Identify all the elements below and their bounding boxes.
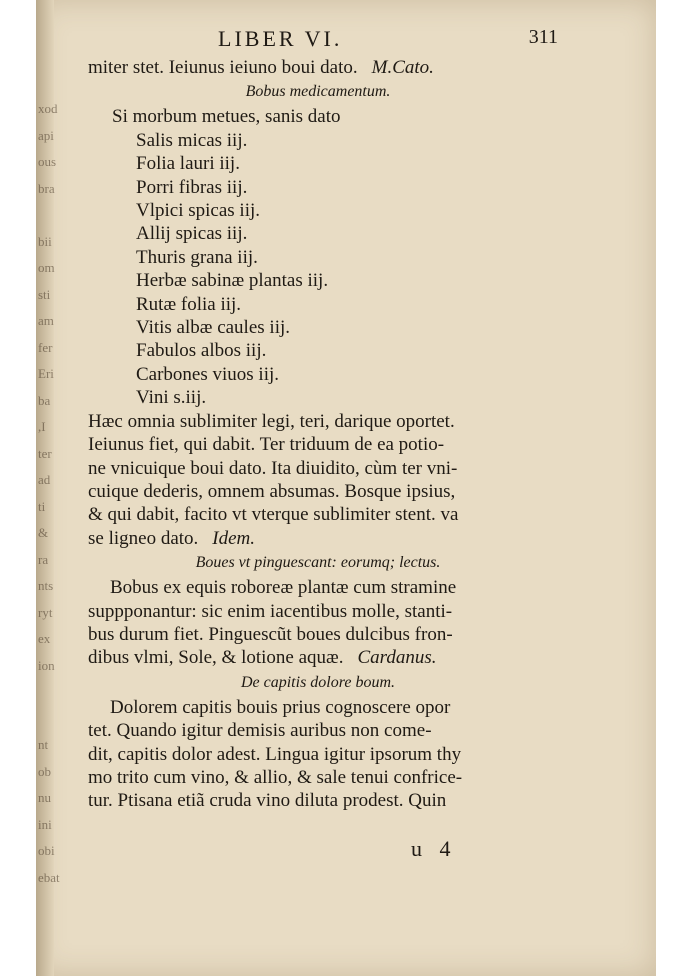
margin-fragment: ad — [38, 472, 51, 487]
line-text: Ieiunus fiet, qui dabit. Ter triduum de ea potio- — [88, 434, 445, 456]
margin-fragment: ba — [38, 392, 51, 408]
section-heading: Bobus medicamentum. — [245, 83, 391, 101]
line-text: bus durum fiet. Pinguescũt boues dulcibus fron- — [88, 623, 453, 645]
line-text: Vitis albæ caules iij. — [136, 317, 291, 339]
source-attribution: M.Cato. — [371, 57, 434, 78]
margin-fragment: ion — [38, 657, 55, 673]
margin-fragment — [38, 679, 54, 706]
book-page — [36, 0, 656, 976]
text-line — [88, 743, 548, 766]
margin-fragment: xod — [38, 101, 58, 116]
margin-fragment: api — [38, 127, 54, 143]
line-text: Porri fibras iij. — [136, 176, 248, 198]
facing-page-fragments — [38, 96, 60, 891]
ingredient-line — [88, 222, 548, 245]
line-text: Vini s.iij. — [136, 387, 207, 409]
text-line — [88, 410, 548, 433]
margin-fragment: ous — [38, 154, 57, 169]
line-text: mo trito cum vino, & allio, & sale tenui confricе- — [88, 766, 463, 788]
margin-fragment: ,I — [38, 419, 46, 434]
text-line — [88, 480, 548, 503]
line-text: Hæc omnia sublimiter legi, teri, darique oportet. — [88, 410, 455, 432]
margin-fragment: fer — [38, 339, 53, 355]
line-text: miter stet. Ieiunus ieiuno boui dato. — [88, 57, 358, 78]
margin-fragment: om — [38, 260, 55, 275]
margin-fragment: bii — [38, 233, 52, 249]
ingredient-line — [88, 316, 548, 339]
running-header — [88, 22, 558, 56]
margin-fragment: sti — [38, 286, 51, 302]
source-attribution: Cardanus. — [357, 647, 437, 669]
ingredient-line — [88, 269, 548, 292]
line-text: Rutæ folia iij. — [136, 293, 242, 315]
text-line — [88, 646, 548, 669]
line-text: Dolorem capitis bouis prius cognoscere opor — [110, 696, 451, 718]
text-line — [88, 503, 548, 526]
margin-fragment: ter — [38, 445, 52, 461]
line-text: Thuris grana iij. — [136, 246, 258, 268]
margin-fragment: ti — [38, 498, 46, 514]
text-body — [88, 56, 548, 813]
running-title: LIBER VI. — [218, 26, 343, 51]
margin-fragment: ex — [38, 631, 51, 646]
line-text: cuique dederis, omnem absumas. Bosque ipsius, — [88, 480, 456, 502]
ingredient-line — [88, 363, 548, 386]
line-text: Folia lauri iij. — [136, 153, 240, 175]
section-heading: Boues vt pinguescant: eorumq; lectus. — [195, 554, 441, 572]
ingredient-line — [88, 386, 548, 409]
ingredient-line — [88, 176, 548, 199]
page-number: 311 — [528, 26, 558, 48]
line-text: dibus vlmi, Sole, & lotione aquæ. — [88, 647, 344, 669]
text-line — [88, 600, 548, 623]
margin-fragment: nu — [38, 790, 51, 805]
margin-fragment — [38, 202, 54, 229]
margin-fragment: Eri — [38, 366, 54, 381]
text-line — [88, 576, 548, 599]
margin-fragment: nt — [38, 737, 49, 752]
line-text: Carbones viuos iij. — [136, 363, 280, 385]
line-text: tur. Ptisana etiã cruda vino diluta prodest. Quin — [88, 790, 447, 812]
line-text: Allij spicas iij. — [136, 223, 248, 245]
facing-page-edge — [36, 0, 60, 976]
text-line — [88, 105, 548, 128]
text-line — [88, 527, 548, 550]
line-text: dit, capitis dolor adest. Lingua igitur ipsorum thy — [88, 743, 462, 765]
margin-fragment: nts — [38, 578, 54, 593]
margin-fragment: ra — [38, 551, 49, 567]
ingredient-line — [88, 199, 548, 222]
margin-fragment: obi — [38, 843, 55, 858]
margin-fragment: ob — [38, 763, 51, 779]
line-text: Salis micas iij. — [136, 129, 248, 151]
line-text: Herbæ sabinæ plantas iij. — [136, 270, 329, 292]
text-line — [88, 433, 548, 456]
text-line — [88, 766, 548, 789]
section-heading: De capitis dolore boum. — [240, 673, 396, 691]
line-text: tet. Quando igitur demisis auribus non come- — [88, 720, 432, 742]
margin-fragment: bra — [38, 180, 55, 196]
source-attribution: Idem. — [212, 527, 256, 549]
margin-fragment: ebat — [38, 869, 60, 885]
page-content — [88, 22, 558, 813]
ingredient-line — [88, 339, 548, 362]
line-text: Bobus ex equis roboreæ plantæ cum stramine — [110, 577, 457, 599]
margin-fragment: am — [38, 313, 54, 328]
margin-fragment: & — [38, 525, 49, 540]
text-line — [88, 623, 548, 646]
line-text: ne vnicuique boui dato. Ita diuidito, cùm ter vni- — [88, 457, 458, 479]
ingredient-line — [88, 246, 548, 269]
line-text: Vlpici spicas iij. — [136, 200, 261, 222]
text-line — [88, 719, 548, 742]
text-line — [88, 696, 548, 719]
ingredient-line — [88, 293, 548, 316]
text-line — [88, 56, 548, 79]
text-line — [88, 457, 548, 480]
line-text: & qui dabit, facito vt vterque sublimiter stent. va — [88, 504, 459, 526]
margin-fragment: ryt — [38, 604, 53, 620]
signature-mark: u 4 — [411, 836, 457, 861]
line-text: Si morbum metues, sanis dato — [112, 106, 341, 128]
line-text: Fabulos albos iij. — [136, 340, 267, 362]
ingredient-line — [88, 129, 548, 152]
line-text: se ligneo dato. — [88, 527, 199, 549]
margin-fragment — [38, 706, 54, 733]
line-text: suppponantur: sic enim iacentibus molle, stanti- — [88, 600, 453, 622]
margin-fragment: ini — [38, 816, 52, 832]
ingredient-line — [88, 152, 548, 175]
text-line — [88, 789, 548, 812]
